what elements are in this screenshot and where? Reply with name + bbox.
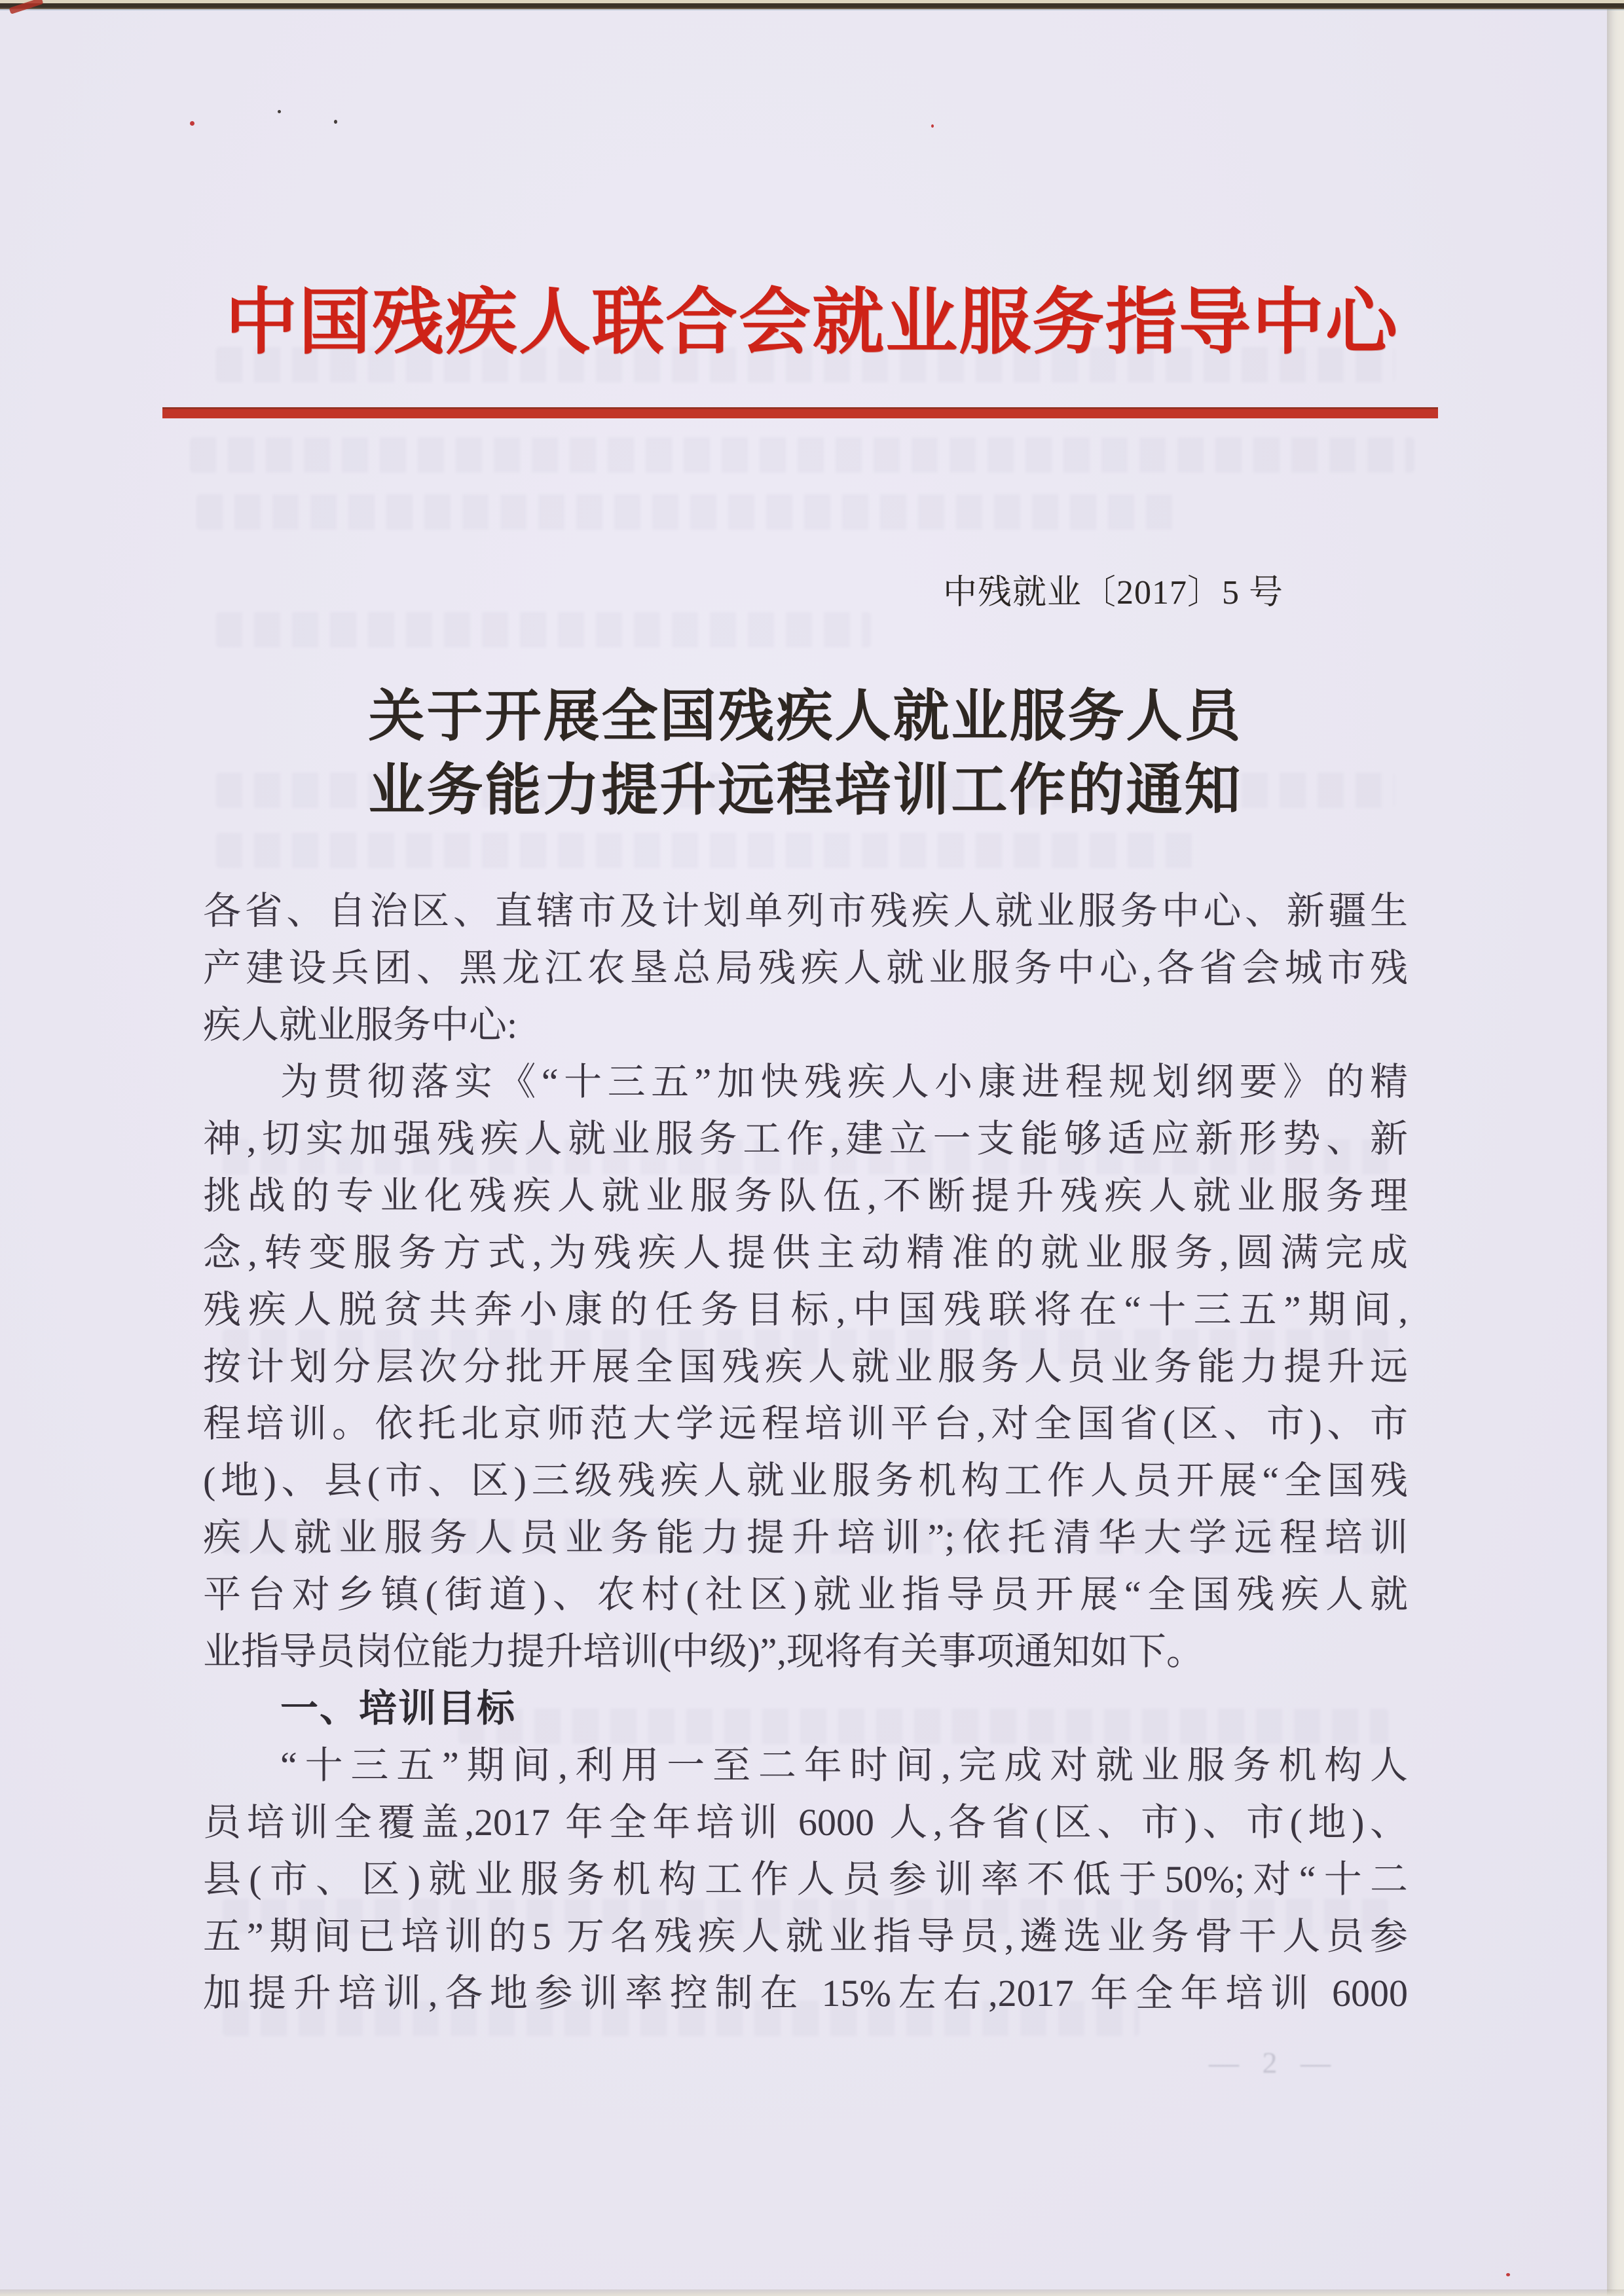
body-line: 程培训。依托北京师范大学远程培训平台,对全国省(区、市)、市 [203,1402,1408,1445]
body-line: 念,转变服务方式,为残疾人提供主动精准的就业服务,圆满完成 [203,1231,1408,1274]
recipient-line: 各省、自治区、直辖市及计划单列市残疾人就业服务中心、新疆生 [203,890,1408,932]
body-line: 挑战的专业化残疾人就业服务队伍,不断提升残疾人就业服务理 [203,1175,1408,1217]
scan-edge-bottom [0,2289,1624,2296]
body-line: 疾人就业服务人员业务能力提升培训”;依托清华大学远程培训 [203,1516,1408,1559]
body-line: “十三五”期间,利用一至二年时间,完成对就业服务机构人 [280,1744,1408,1787]
body-line: 五”期间已培训的5 万名残疾人就业指导员,遴选业务骨干人员参 [203,1915,1408,1958]
notice-title-line2: 业务能力提升远程培训工作的通知 [368,759,1243,822]
notice-title [203,680,1408,828]
bleedthrough-ghost [216,612,871,647]
body-line: 加提升培训,各地参训率控制在 15%左右,2017 年全年培训 6000 [203,1972,1408,2014]
paper-speck [190,121,194,126]
body-line: 为贯彻落实《“十三五”加快残疾人小康进程规划纲要》的精 [280,1061,1408,1103]
notice-title-line1: 关于开展全国残疾人就业服务人员 [368,685,1243,748]
notice-body [203,883,1408,2022]
letterhead-red-rule [162,407,1438,418]
body-line: 县(市、区)就业服务机构工作人员参训率不低于50%;对“十二 [203,1858,1408,1901]
paper-speck [1506,2273,1510,2276]
paper-speck [278,110,281,113]
body-line: 业指导员岗位能力提升培训(中级)”,现将有关事项通知如下。 [203,1630,1204,1673]
body-line: 神,切实加强残疾人就业服务工作,建立一支能够适应新形势、新 [203,1118,1408,1160]
bleedthrough-ghost [216,833,1198,868]
letterhead-org-title: 中国残疾人联合会就业服务指导中心 [225,283,1399,363]
paper-speck [931,124,934,128]
body-line: 按计划分层次分批开展全国残疾人就业服务人员业务能力提升远 [203,1345,1408,1388]
body-line: 残疾人脱贫共奔小康的任务目标,中国残联将在“十三五”期间, [203,1288,1408,1331]
body-line: 平台对乡镇(街道)、农村(社区)就业指导员开展“全国残疾人就 [203,1573,1408,1616]
doc-number: 中残就业〔2017〕5 号 [943,574,1284,611]
section-heading: 一、培训目标 [280,1687,517,1730]
bleedthrough-ghost [196,494,1179,530]
body-line: (地)、县(市、区)三级残疾人就业服务机构工作人员开展“全国残 [203,1459,1408,1502]
scan-edge-right [1607,0,1624,2296]
page-number-bleedthrough: — 2 — [1209,2046,1338,2079]
bleedthrough-ghost [190,437,1414,473]
body-line: 员培训全覆盖,2017 年全年培训 6000 人,各省(区、市)、市(地)、 [203,1801,1408,1844]
recipient-line: 产建设兵团、黑龙江农垦总局残疾人就业服务中心,各省会城市残 [203,947,1408,989]
recipient-line: 疾人就业服务中心: [203,1004,518,1046]
paper-speck [334,120,337,124]
scan-edge-top [0,0,1624,10]
